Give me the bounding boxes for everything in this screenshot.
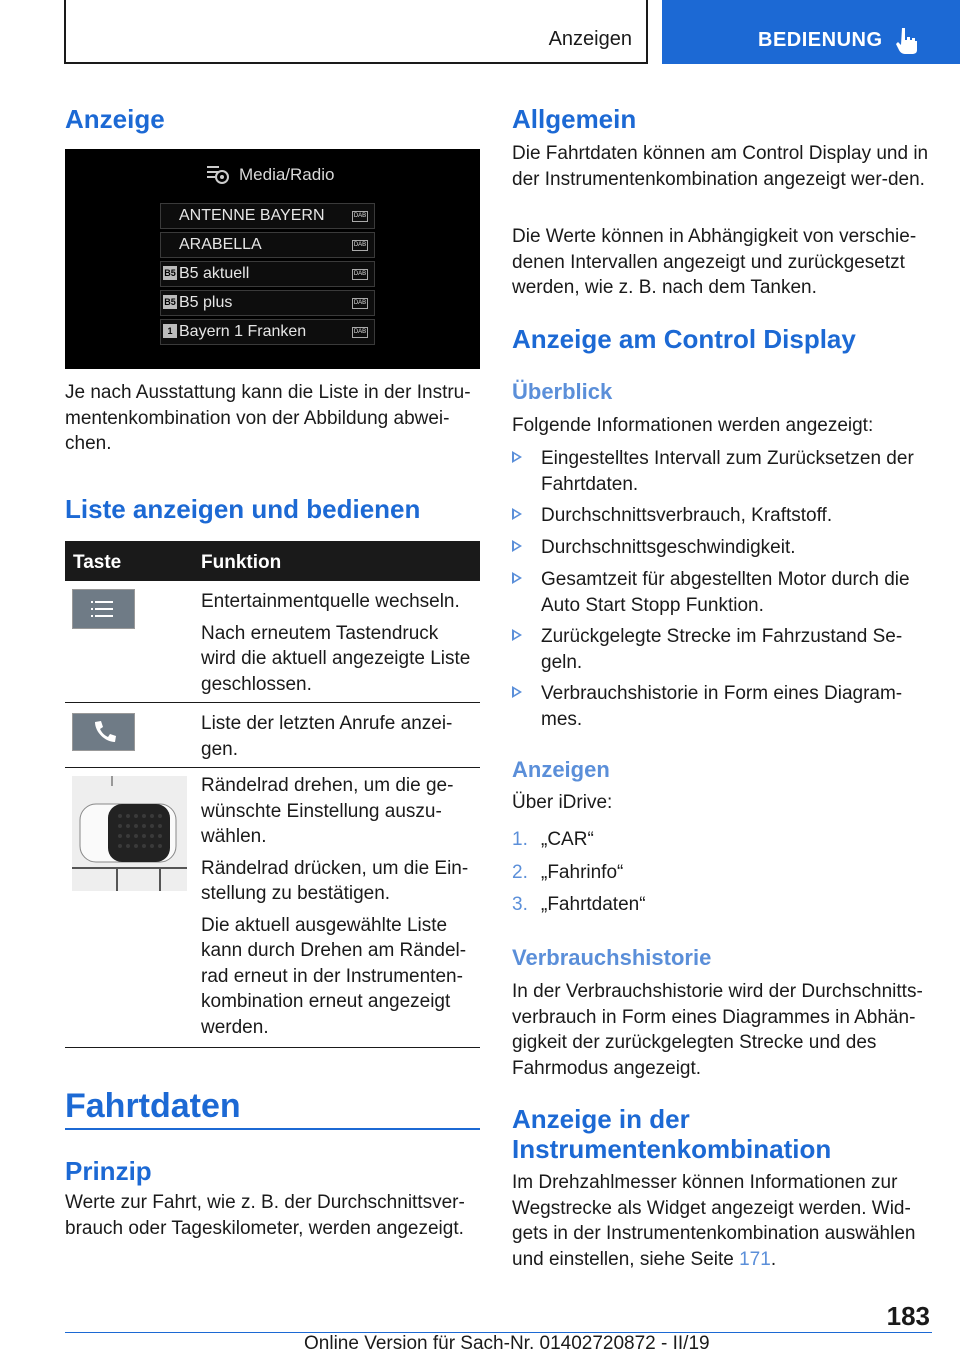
prinzip-text: Werte zur Fahrt, wie z. B. der Durchschnittsver-brauch oder Tageskilometer, werden angezeigt.	[65, 1192, 465, 1239]
paragraph-text: Im Drehzahlmesser können Informationen zur Wegstrecke als Widget angezeigt werden. Wid-gets in der Instrumentenkombination auswählen und einstellen, siehe Seite	[512, 1172, 916, 1270]
radio-station-name: ARABELLA	[179, 236, 262, 253]
list-item-text: Durchschnittsverbrauch, Kraftstoff.	[541, 505, 833, 526]
thumbwheel-image	[72, 776, 187, 891]
radio-station-row	[160, 290, 375, 316]
table-header-function: Funktion	[201, 552, 282, 573]
bullet-triangle-icon	[512, 686, 522, 698]
header-chapter-label: BEDIENUNG	[758, 29, 883, 51]
step-number: 3.	[512, 894, 528, 915]
step-number: 2.	[512, 862, 528, 883]
bullet-triangle-icon	[512, 629, 522, 641]
table-header	[65, 541, 480, 581]
media-radio-icon	[206, 163, 230, 185]
radio-screen-image	[65, 149, 480, 369]
list-item-text: Gesamtzeit für abgestellten Motor durch die Auto Start Stopp Funktion.	[541, 569, 910, 616]
allgemein-heading: Allgemein	[512, 104, 637, 134]
anzeige-heading: Anzeige	[65, 104, 165, 134]
footer-online-version: Online Version für Sach-Nr. 01402720872 - II/19	[304, 1333, 710, 1354]
fahrtdaten-heading: Fahrtdaten	[65, 1087, 241, 1125]
step-text: „CAR“	[541, 829, 594, 850]
station-logo-badge: B5	[164, 268, 176, 278]
radio-screen-title: Media/Radio	[239, 165, 335, 184]
dab-tag: DAB	[352, 269, 368, 280]
dab-tag: DAB	[352, 211, 368, 222]
radio-station-name: ANTENNE BAYERN	[179, 207, 325, 224]
allgemein-paragraph-2: Die Werte können in Abhängigkeit von verschie-denen Intervallen angezeigt und zurückgesetzt werden, wie z. B. nach dem Tanken.	[512, 226, 917, 298]
table-cell-text: Rändelrad drücken, um die Ein-stellung zu bestätigen.	[201, 857, 469, 904]
radio-station-name: Bayern 1 Franken	[179, 323, 307, 340]
step-text: „Fahrtdaten“	[541, 894, 646, 915]
radio-station-row	[160, 261, 375, 287]
table-row	[201, 773, 476, 1040]
image-caption: Je nach Ausstattung kann die Liste in der Instru-mentenkombination von der Abbildung abwei-chen.	[65, 382, 471, 454]
verbrauchshistorie-heading: Verbrauchshistorie	[512, 945, 712, 970]
heading-line: Anzeige in der	[512, 1104, 690, 1134]
table-cell-text: Die aktuell ausgewählte Liste kann durch Drehen am Rändel-rad erneut in der Instrumenten-kombination erneut angezeigt werden.	[201, 914, 467, 1038]
heading-line: Instrumentenkombination	[512, 1134, 832, 1164]
instrumentenkombination-text	[512, 1170, 932, 1272]
list-menu-icon	[73, 590, 134, 628]
step-number: 1.	[512, 829, 528, 850]
heading-underline	[65, 1128, 480, 1130]
anzeigen-heading: Anzeigen	[512, 757, 610, 782]
table-cell-text: Liste der letzten Anrufe anzei-gen.	[201, 713, 453, 760]
table-cell-text: Rändelrad drehen, um die ge-wünschte Einstellung auszu-wählen.	[201, 775, 454, 847]
table-row	[201, 711, 476, 762]
radio-station-row	[160, 232, 375, 258]
bullet-triangle-icon	[512, 572, 522, 584]
step-text: „Fahrinfo“	[541, 862, 624, 883]
list-item-text: Durchschnittsgeschwindigkeit.	[541, 537, 796, 558]
dab-tag: DAB	[352, 327, 368, 338]
header-chapter-box	[662, 0, 960, 64]
dab-tag: DAB	[352, 240, 368, 251]
page-reference-link[interactable]: 171	[739, 1248, 771, 1270]
header-section-label: Anzeigen	[548, 28, 632, 50]
ueberblick-intro: Folgende Informationen werden angezeigt:	[512, 415, 874, 436]
table-row	[201, 589, 476, 697]
thumbwheel-icon	[72, 776, 187, 891]
table-divider	[65, 767, 480, 768]
radio-station-name: B5 plus	[179, 294, 233, 311]
instrumentenkombination-heading	[512, 1104, 932, 1164]
bullet-triangle-icon	[512, 540, 522, 552]
radio-station-name: B5 aktuell	[179, 265, 250, 282]
table-cell-text: Nach erneutem Tastendruck wird die aktuell angezeigte Liste geschlossen.	[201, 622, 471, 695]
station-logo-badge: 1	[163, 324, 177, 338]
phone-icon	[73, 714, 134, 750]
menu-button-image	[72, 589, 135, 629]
paragraph-end: .	[770, 1248, 777, 1270]
pointing-hand-icon	[896, 26, 920, 54]
prinzip-heading: Prinzip	[65, 1156, 152, 1186]
bullet-triangle-icon	[512, 508, 522, 520]
control-display-heading: Anzeige am Control Display	[512, 324, 856, 354]
dab-tag: DAB	[352, 298, 368, 309]
table-cell-text: Entertainmentquelle wechseln.	[201, 591, 460, 612]
allgemein-paragraph-1: Die Fahrtdaten können am Control Display und in der Instrumentenkombination angezeigt wer-den.	[512, 143, 929, 190]
phone-button-image	[72, 713, 135, 751]
header-section-box	[64, 0, 648, 64]
bullet-triangle-icon	[512, 451, 522, 463]
verbrauchshistorie-text: In der Verbrauchshistorie wird der Durchschnitts-verbrauch in Form eines Diagrammes in Abhän-gigkeit der zurückgelegten Strecke und des Fahrmodus angezeigt.	[512, 981, 923, 1079]
page-number: 183	[886, 1301, 930, 1331]
anzeigen-intro: Über iDrive:	[512, 792, 613, 813]
station-logo-badge: B5	[164, 297, 176, 307]
table-divider	[65, 1047, 480, 1048]
table-divider	[65, 702, 480, 703]
ueberblick-heading: Überblick	[512, 379, 613, 404]
list-item-text: Verbrauchshistorie in Form eines Diagram-mes.	[541, 683, 903, 730]
radio-station-row	[160, 319, 375, 345]
table-header-key: Taste	[73, 552, 122, 573]
radio-station-row	[160, 203, 375, 229]
list-item-text: Eingestelltes Intervall zum Zurücksetzen der Fahrtdaten.	[541, 448, 914, 495]
liste-heading: Liste anzeigen und bedienen	[65, 494, 421, 524]
list-item-text: Zurückgelegte Strecke im Fahrzustand Se-geln.	[541, 626, 903, 673]
